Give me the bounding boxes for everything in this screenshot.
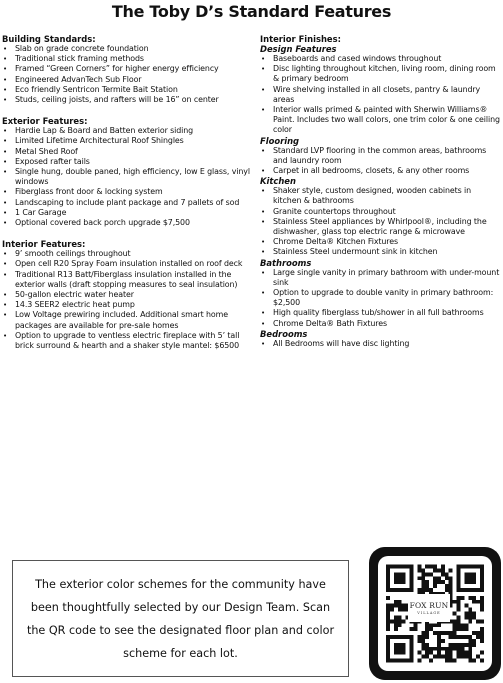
logo-main-text: FOX RUN <box>409 601 449 610</box>
section-building-standards <box>2 34 250 105</box>
subsection-heading: Design Features <box>260 44 337 54</box>
list-item: • Low Voltage prewiring included. Additional smart home packages are available for pre-sale homes <box>2 310 250 330</box>
list-item: • 50-gallon electric water heater <box>2 290 250 300</box>
color-scheme-notice <box>12 560 349 677</box>
feature-list <box>2 126 250 228</box>
list-item: • 14.3 SEER2 electric heat pump <box>2 300 250 310</box>
list-item: • 9’ smooth ceilings throughout <box>2 249 250 259</box>
list-item: • Traditional stick framing methods <box>2 54 250 64</box>
group-bedrooms <box>260 329 500 349</box>
list-item: • Baseboards and cased windows throughout <box>260 54 500 64</box>
list-item: • Eco friendly Sentricon Termite Bait Station <box>2 85 250 95</box>
list-item: • Studs, ceiling joists, and rafters will be 16” on center <box>2 95 250 105</box>
group-design-features <box>260 44 500 136</box>
list-item: • High quality fiberglass tub/shower in all full bathrooms <box>260 308 500 318</box>
list-item: • Chrome Delta® Bath Fixtures <box>260 319 500 329</box>
subsection-heading: Bathrooms <box>260 257 312 268</box>
subsection-heading: Flooring <box>260 135 300 146</box>
list-item: • Traditional R13 Batt/Fiberglass insulation installed in the exterior walls (draft stopping measures to seal insulation) <box>2 270 250 290</box>
list-item: • Engineered AdvanTech Sub Floor <box>2 75 250 85</box>
section-interior-features <box>2 239 250 351</box>
list-item: • Chrome Delta® Kitchen Fixtures <box>260 237 500 247</box>
notice-text: The exterior color schemes for the community have been thoughtfully selected by our Design Team. Scan the QR code to see the designated floor plan and color scheme for each lot. <box>26 577 335 660</box>
list-item: • Stainless Steel undermount sink in kitchen <box>260 247 500 257</box>
list-item: • 1 Car Garage <box>2 208 250 218</box>
list-item: • Exposed rafter tails <box>2 157 250 167</box>
list-item: • Option to upgrade to double vanity in primary bathroom: $2,500 <box>260 288 500 308</box>
group-kitchen <box>260 176 500 257</box>
list-item: • Single hung, double paned, high efficiency, low E glass, vinyl windows <box>2 167 250 187</box>
list-item: • Slab on grade concrete foundation <box>2 44 250 54</box>
qr-code-frame <box>378 556 492 671</box>
list-item: • Interior walls primed & painted with Sherwin Williams® Paint. Includes two wall colors, one trim color & one ceiling color <box>260 105 500 136</box>
list-item: • Disc lighting throughout kitchen, living room, dining room & primary bedroom <box>260 64 500 84</box>
feature-list <box>260 268 500 329</box>
feature-list <box>2 249 250 351</box>
list-item: • Metal Shed Roof <box>2 147 250 157</box>
list-item: • Standard LVP flooring in the common areas, bathrooms and laundry room <box>260 146 500 166</box>
group-bathrooms <box>260 258 500 329</box>
feature-list <box>2 44 250 105</box>
list-item: • Fiberglass front door & locking system <box>2 187 250 197</box>
qr-code-card[interactable] <box>369 547 501 680</box>
list-item: • Limited Lifetime Architectural Roof Shingles <box>2 136 250 146</box>
section-heading: Building Standards: <box>2 34 96 44</box>
logo-sub-text: VILLAGE <box>417 611 441 615</box>
right-column <box>260 34 500 349</box>
list-item: • Optional covered back porch upgrade $7,500 <box>2 218 250 228</box>
list-item: • Option to upgrade to ventless electric fireplace with 5’ tall brick surround & hearth and a shaker style mantel: $6500 <box>2 331 250 351</box>
list-item: • Wire shelving installed in all closets, pantry & laundry areas <box>260 85 500 105</box>
list-item: • All Bedrooms will have disc lighting <box>260 339 500 349</box>
feature-list <box>260 186 500 257</box>
list-item: • Framed “Green Corners” for higher energy efficiency <box>2 64 250 74</box>
feature-list <box>260 54 500 136</box>
feature-list <box>260 339 500 349</box>
subsection-heading: Kitchen <box>260 176 296 187</box>
section-heading: Interior Features: <box>2 239 86 250</box>
list-item: • Hardie Lap & Board and Batten exterior siding <box>2 126 250 136</box>
subsection-heading: Bedrooms <box>260 328 308 339</box>
fox-run-logo <box>408 594 450 622</box>
list-item: • Stainless Steel appliances by Whirlpool®, including the dishwasher, glass top electric range & microwave <box>260 217 500 237</box>
list-item: • Landscaping to include plant package and 7 pallets of sod <box>2 198 250 208</box>
list-item: • Shaker style, custom designed, wooden cabinets in kitchen & bathrooms <box>260 186 500 206</box>
group-flooring <box>260 136 500 177</box>
section-heading: Exterior Features: <box>2 116 88 127</box>
page-title: The Toby D’s Standard Features <box>111 2 392 21</box>
list-item: • Granite countertops throughout <box>260 207 500 217</box>
left-column <box>2 34 250 362</box>
section-heading-interior-finishes: Interior Finishes: <box>260 34 341 44</box>
section-exterior-features <box>2 116 250 228</box>
list-item: • Large single vanity in primary bathroom with under-mount sink <box>260 268 500 288</box>
list-item: • Carpet in all bedrooms, closets, & any other rooms <box>260 166 500 176</box>
list-item: • Open cell R20 Spray Foam insulation installed on roof deck <box>2 259 250 269</box>
feature-list <box>260 146 500 177</box>
